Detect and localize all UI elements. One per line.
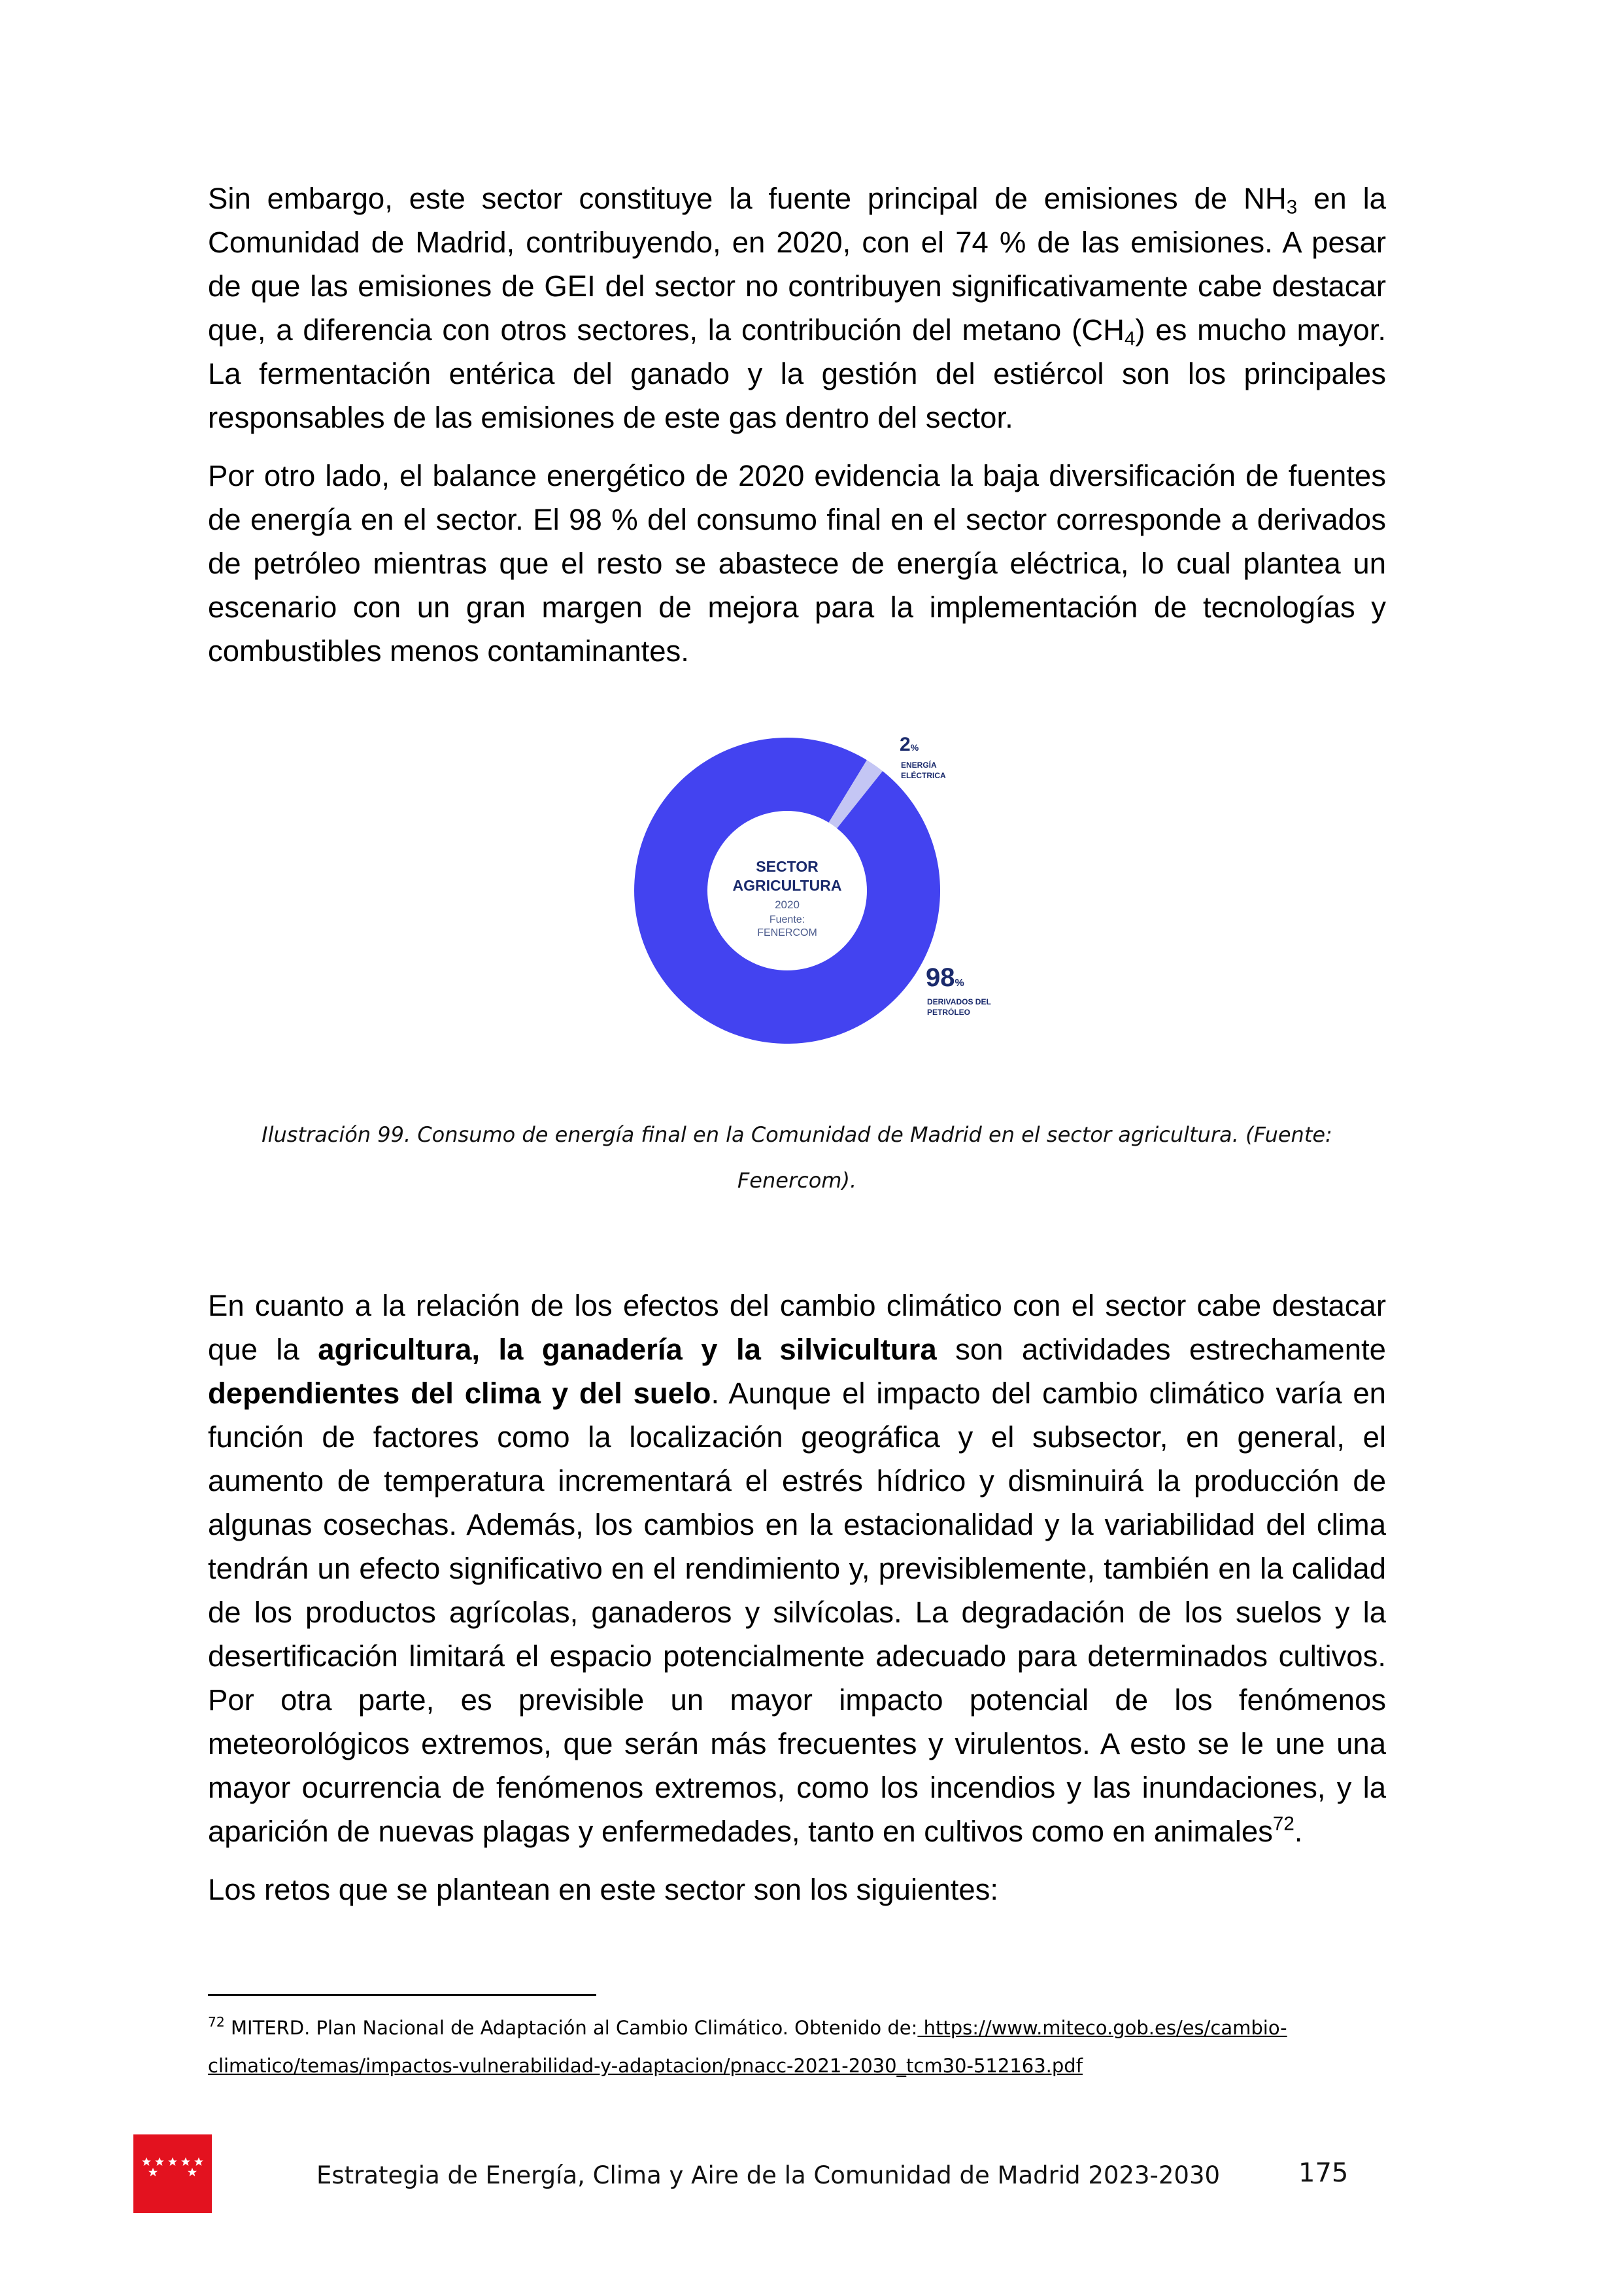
bold-text: agricultura, la ganadería y la silvicultura xyxy=(318,1333,937,1366)
label-electrica-line1: ENERGÍA xyxy=(901,761,937,770)
page-number: 175 xyxy=(1298,2158,1349,2188)
text-run: son actividades estrechamente xyxy=(936,1333,1386,1366)
paragraph-challenges-intro: Los retos que se plantean en este sector son los siguientes: xyxy=(208,1873,999,1906)
footer-document-title: Estrategia de Energía, Clima y Aire de la Comunidad de Madrid 2023-2030 xyxy=(316,2161,1221,2189)
bold-text: dependientes del clima y del suelo xyxy=(208,1377,711,1410)
label-electrica-line2: ELÉCTRICA xyxy=(901,771,946,780)
footnote-separator xyxy=(208,1994,596,1996)
comunidad-madrid-logo xyxy=(133,2134,212,2213)
text-run: en la Comunidad de Madrid, contribuyendo, en 2020, con el 74 % de las emisiones. A pesar de que las emisiones de GEI del sector no contribuyen significativamente cabe destacar que, a diferencia con otros sectores, la contribución del metano (CH xyxy=(208,182,1386,347)
center-source-name: FENERCOM xyxy=(757,927,817,938)
center-title-line2: AGRICULTURA xyxy=(732,877,842,894)
value: 2 xyxy=(900,734,911,755)
center-source-label: Fuente: xyxy=(769,914,805,925)
footnote-number: 72 xyxy=(208,2013,225,2030)
donut-chart-svg xyxy=(628,719,1059,1059)
energy-consumption-donut-chart xyxy=(628,719,1059,1059)
label-petroleo-value xyxy=(926,963,964,992)
text-run: . xyxy=(1294,1815,1303,1848)
footnote-text: MITERD. Plan Nacional de Adaptación al Cambio Climático. Obtenido de: xyxy=(224,2017,918,2039)
center-title-line1: SECTOR xyxy=(756,858,819,875)
subscript: 4 xyxy=(1124,328,1136,350)
label-electrica-value xyxy=(900,734,919,755)
center-year: 2020 xyxy=(775,899,800,911)
logo-svg xyxy=(133,2134,212,2213)
logo-background xyxy=(133,2134,212,2213)
paragraph-climate-impacts xyxy=(208,1284,1386,1853)
caption-line1: Ilustración 99. Consumo de energía final en la Comunidad de Madrid en el sector agricultura. (Fuente: xyxy=(262,1122,1332,1147)
figure-caption xyxy=(208,1112,1386,1203)
paragraph-energy-balance: Por otro lado, el balance energético de 2020 evidencia la baja diversificación de fuentes de energía en el sector. El 98 % del consumo final en el sector corresponde a derivados de petróleo mientras que el resto se abastece de energía eléctrica, lo cual plantea un escenario con un gran margen de mejora para la implementación de tecnologías y combustibles menos contaminantes. xyxy=(208,459,1386,668)
subscript: 3 xyxy=(1286,196,1298,218)
pct: % xyxy=(910,742,919,753)
text-run: . Aunque el impacto del cambio climático varía en función de factores como la localización geográfica y el subsector, en general, el aumento de temperatura incrementará el estrés hídrico y disminuirá la producción de algunas cosechas. Además, los cambios en la estacionalidad y la variabilidad del clima tendrán un efecto significativo en el rendimiento y, previsiblemente, también en la calidad de los productos agrícolas, ganaderos y silvícolas. La degradación de los suelos y la desertificación limitará el espacio potencialmente adecuado para determinados cultivos. Por otra parte, es previsible un mayor impacto potencial de los fenómenos meteorológicos extremos, que serán más frecuentes y virulentos. A esto se le une una mayor ocurrencia de fenómenos extremos, como los incendios y las inundaciones, y la aparición de nuevas plagas y enfermedades, tanto en cultivos como en animales xyxy=(208,1377,1386,1848)
pct: % xyxy=(955,978,964,989)
text-run: ) es mucho mayor. La fermentación entérica del ganado y la gestión del estiércol son los principales responsables de las emisiones de este gas dentro del sector. xyxy=(208,313,1386,434)
footnote-reference[interactable]: 72 xyxy=(1272,1813,1294,1835)
text-run: En cuanto a la relación de los efectos del cambio climático con el sector cabe destacar que la xyxy=(208,1289,1386,1366)
footnote xyxy=(208,2009,1386,2085)
paragraph-nh3-emissions xyxy=(208,177,1386,439)
label-petroleo-line1: DERIVADOS DEL xyxy=(927,997,991,1006)
footnote-link[interactable]: https://www.miteco.gob.es/es/cambio-climatico/temas/impactos-vulnerabilidad-y-adaptacion/pnacc-2021-2030_tcm30-512163.pdf xyxy=(208,2017,1287,2077)
caption-line2: Fenercom). xyxy=(737,1168,857,1193)
value: 98 xyxy=(926,963,955,992)
label-petroleo-line2: PETRÓLEO xyxy=(927,1008,971,1017)
text-run: Sin embargo, este sector constituye la fuente principal de emisiones de NH xyxy=(208,182,1287,215)
